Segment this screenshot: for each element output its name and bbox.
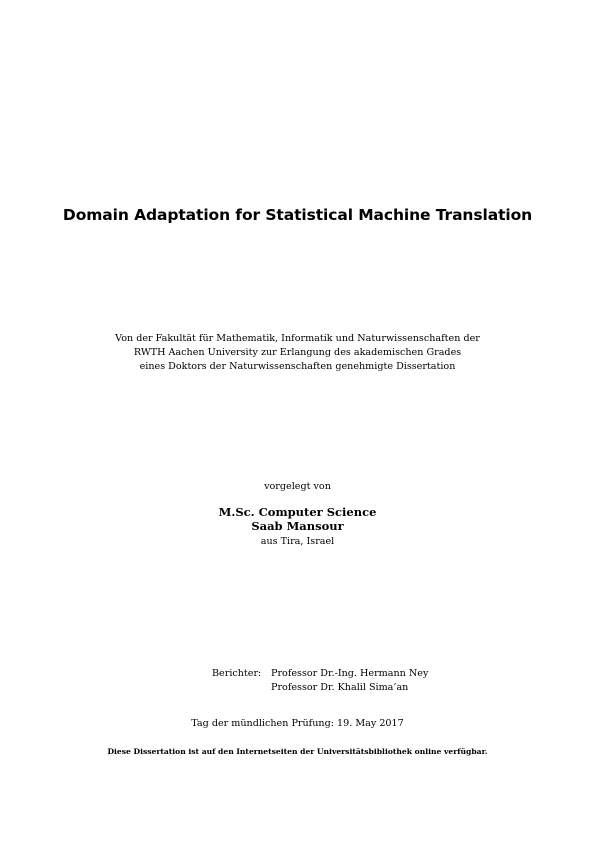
faculty-statement-line-3: eines Doktors der Naturwissenschaften genehmigte Dissertation [139, 361, 456, 372]
referees-label-spacer [212, 681, 271, 695]
exam-date: Tag der mündlichen Prüfung: 19. May 2017 [191, 718, 404, 729]
author-name: Saab Mansour [251, 519, 344, 533]
referee-row [212, 681, 428, 695]
dissertation-title: Domain Adaptation for Statistical Machine Translation [62, 206, 533, 224]
faculty-statement-line-1: Von der Fakultät für Mathematik, Informatik und Naturwissenschaften der [115, 333, 480, 344]
referee-first: Professor Dr.-Ing. Hermann Ney [271, 668, 429, 679]
author-degree: M.Sc. Computer Science [218, 505, 377, 519]
faculty-statement-line-2: RWTH Aachen University zur Erlangung des akademischen Grades [133, 347, 462, 358]
availability-notice: Diese Dissertation ist auf den Internetseiten der Universitätsbibliothek online verfügbar. [107, 747, 488, 756]
faculty-statement [0, 332, 595, 374]
submitted-by-label: vorgelegt von [264, 481, 331, 492]
author-origin: aus Tira, Israel [260, 536, 335, 547]
referees-block [212, 667, 428, 695]
referees-label: Berichter: [212, 668, 262, 679]
referee-second: Professor Dr. Khalil Sima’an [271, 682, 409, 693]
referee-row [212, 667, 428, 681]
